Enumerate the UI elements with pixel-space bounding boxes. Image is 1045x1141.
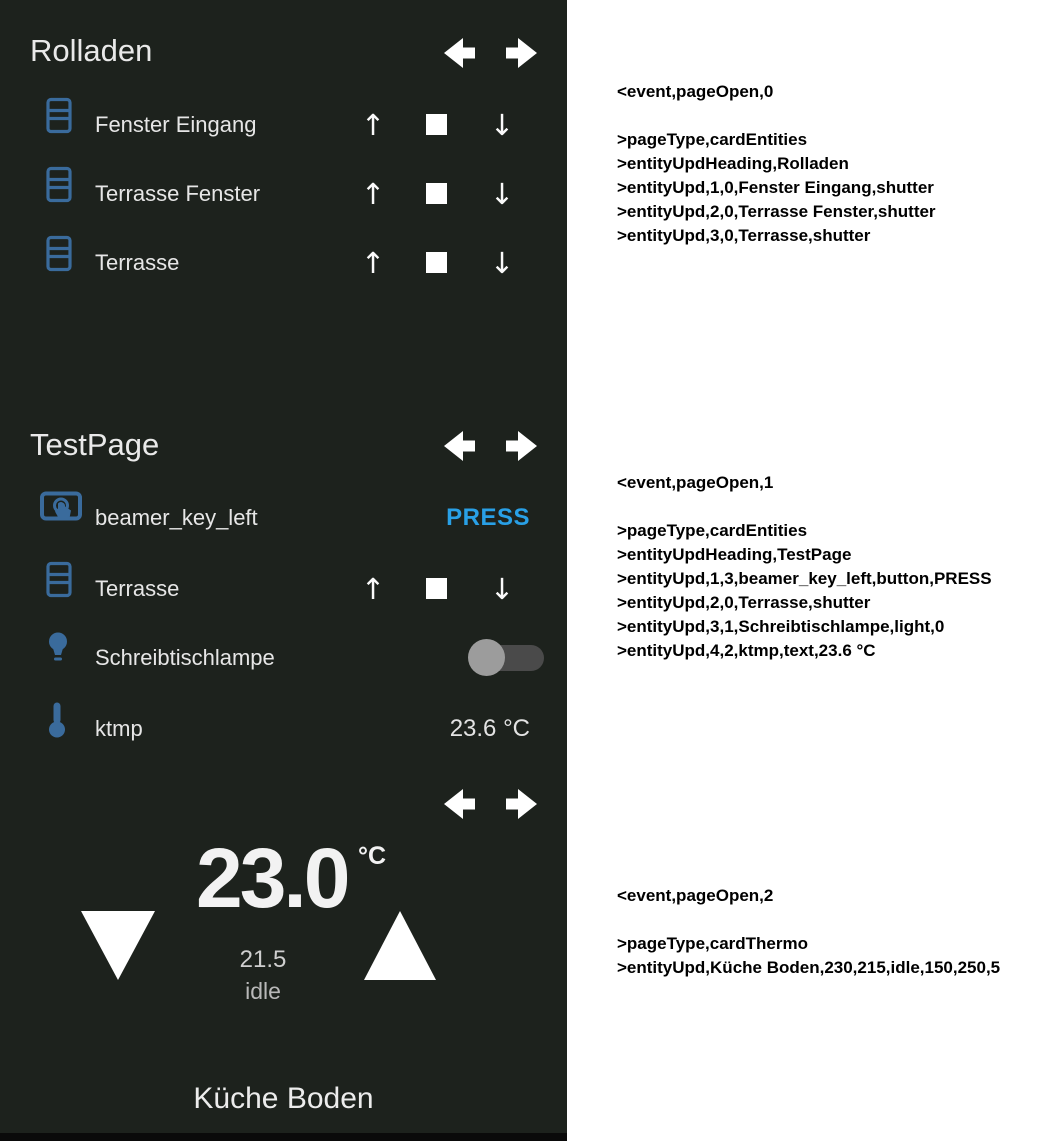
log-line: >entityUpd,2,0,Terrasse,shutter	[617, 593, 871, 612]
shutter-down-button[interactable]: ↓	[489, 572, 515, 606]
target-temperature: 21.5	[239, 946, 287, 973]
log-line: >entityUpd,3,0,Terrasse,shutter	[617, 226, 871, 245]
device-bottom-bar	[0, 1133, 567, 1141]
nav-next-button[interactable]	[504, 429, 542, 463]
entity-row	[0, 635, 567, 681]
protocol-log-page0	[617, 80, 1037, 248]
sensor-value: 23.6 °C	[449, 715, 530, 742]
nav-prev-button[interactable]	[439, 36, 477, 70]
arrow-left-icon	[439, 36, 477, 70]
shutter-up-button[interactable]: ↑	[360, 246, 386, 280]
protocol-log-page1	[617, 471, 1037, 663]
shutter-stop-button[interactable]	[426, 114, 447, 135]
log-event-line: <event,pageOpen,0	[617, 82, 774, 101]
entity-label: Terrasse	[95, 576, 180, 601]
shutter-up-button[interactable]: ↑	[360, 177, 386, 211]
lightbulb-icon	[46, 632, 70, 685]
log-line: >entityUpdHeading,Rolladen	[617, 154, 849, 173]
shutter-down-button[interactable]: ↓	[489, 177, 515, 211]
arrow-left-icon	[439, 429, 477, 463]
nav-next-button[interactable]	[504, 787, 542, 821]
temp-down-button[interactable]	[81, 911, 155, 980]
protocol-log-page2	[617, 884, 1037, 980]
temperature-unit: °C	[358, 842, 387, 870]
shutter-down-button[interactable]: ↓	[489, 108, 515, 142]
log-line: >pageType,cardEntities	[617, 521, 808, 540]
shutter-up-button[interactable]: ↑	[360, 108, 386, 142]
log-line: >entityUpd,1,3,beamer_key_left,button,PRESS	[617, 569, 992, 588]
entity-label: ktmp	[95, 716, 143, 741]
arrow-left-icon	[439, 787, 477, 821]
shutter-stop-button[interactable]	[426, 252, 447, 273]
thermostat-entity-name: Küche Boden	[193, 1082, 374, 1115]
log-line: >entityUpdHeading,TestPage	[617, 545, 852, 564]
log-blank-line	[617, 908, 1037, 932]
arrow-right-icon	[504, 429, 542, 463]
shutter-stop-button[interactable]	[426, 183, 447, 204]
entity-label: Terrasse Fenster	[95, 181, 261, 206]
log-line: >entityUpd,2,0,Terrasse Fenster,shutter	[617, 202, 936, 221]
shutter-stop-button[interactable]	[426, 578, 447, 599]
page-title: Rolladen	[30, 33, 153, 68]
log-line: >pageType,cardThermo	[617, 934, 808, 953]
entity-label: Fenster Eingang	[95, 112, 257, 137]
hvac-state: idle	[245, 978, 281, 1004]
toggle-knob	[468, 639, 505, 676]
current-temperature: 23.0	[196, 831, 348, 925]
thermometer-icon	[46, 701, 68, 758]
entity-label: beamer_key_left	[95, 505, 258, 530]
entity-row	[0, 495, 567, 541]
card-entities-testpage	[0, 415, 567, 770]
log-event-line: <event,pageOpen,1	[617, 473, 774, 492]
page-title: TestPage	[30, 427, 160, 462]
card-entities-rolladen	[0, 0, 567, 415]
entity-label: Terrasse	[95, 250, 180, 275]
log-event-line: <event,pageOpen,2	[617, 886, 774, 905]
nav-prev-button[interactable]	[439, 787, 477, 821]
temp-up-button[interactable]	[364, 911, 436, 980]
entity-row	[0, 566, 567, 612]
log-line: >entityUpd,3,1,Schreibtischlampe,light,0	[617, 617, 945, 636]
window-shutter-icon	[46, 167, 72, 222]
gesture-tap-button-icon	[40, 490, 82, 547]
entity-row	[0, 706, 567, 752]
light-toggle[interactable]	[468, 638, 546, 678]
log-line: >pageType,cardEntities	[617, 130, 808, 149]
log-line: >entityUpd,1,0,Fenster Eingang,shutter	[617, 178, 934, 197]
nav-next-button[interactable]	[504, 36, 542, 70]
entity-label: Schreibtischlampe	[95, 645, 275, 670]
shutter-up-button[interactable]: ↑	[360, 572, 386, 606]
entity-row	[0, 240, 567, 286]
press-button[interactable]: PRESS	[446, 504, 530, 531]
log-line: >entityUpd,4,2,ktmp,text,23.6 °C	[617, 641, 876, 660]
arrow-right-icon	[504, 36, 542, 70]
entity-row	[0, 102, 567, 148]
log-blank-line	[617, 104, 1037, 128]
log-line: >entityUpd,Küche Boden,230,215,idle,150,250,5	[617, 958, 1001, 977]
window-shutter-icon	[46, 98, 72, 153]
window-shutter-icon	[46, 236, 72, 291]
log-blank-line	[617, 495, 1037, 519]
window-shutter-icon	[46, 562, 72, 617]
nav-prev-button[interactable]	[439, 429, 477, 463]
shutter-down-button[interactable]: ↓	[489, 246, 515, 280]
arrow-right-icon	[504, 787, 542, 821]
entity-row	[0, 171, 567, 217]
